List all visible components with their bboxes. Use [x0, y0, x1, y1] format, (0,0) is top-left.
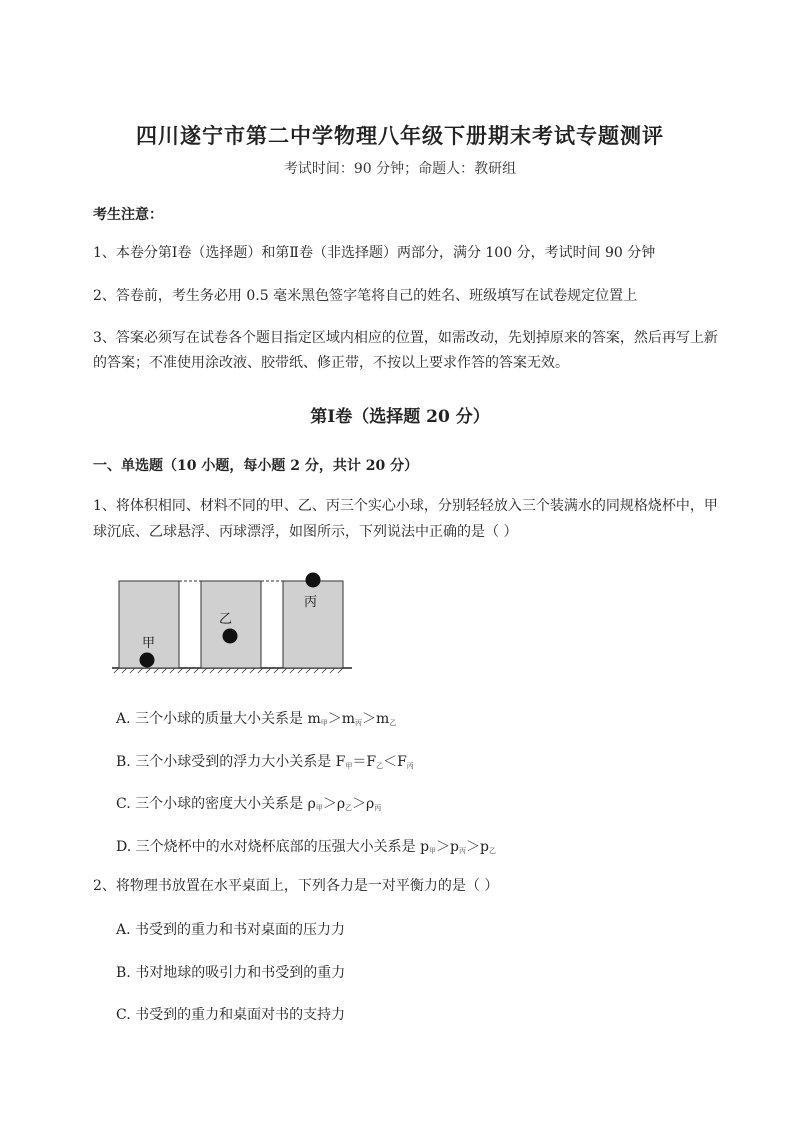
- ball-bing: [306, 573, 321, 588]
- section-title: 第Ⅰ卷（选择题 20 分）: [310, 407, 490, 427]
- q2-option-b: B. 书对地球的吸引力和书受到的重力: [116, 965, 346, 981]
- label-bing: 丙: [304, 595, 318, 610]
- q1-option-d: D. 三个烧杯中的水对烧杯底部的压强大小关系是 $p_甲>p_丙>p_乙$: [116, 839, 496, 855]
- q1-option-d-text: D. 三个烧杯中的水对烧杯底部的压强大小关系是: [116, 839, 421, 855]
- q2-option-c: C. 书受到的重力和桌面对书的支持力: [116, 1007, 346, 1023]
- part-title: 一、单选题（10 小题，每小题 2 分，共计 20 分）: [93, 458, 419, 474]
- q2-option-a: A. 书受到的重力和书对桌面的压力力: [116, 922, 346, 938]
- page-title: 四川遂宁市第二中学物理八年级下册期末考试专题测评: [136, 123, 664, 148]
- question-1-stem-line1: 1、将体积相同、材料不同的甲、乙、丙三个实心小球，分别轻轻放入三个装满水的同规格烧杯中，甲: [93, 498, 718, 514]
- notice-item-2: 2、答卷前，考生务必用 0.5 毫米黑色签字笔将自己的姓名、班级填写在试卷规定位置上: [93, 288, 638, 304]
- ball-jia: [140, 653, 155, 668]
- q1-option-b: B. 三个小球受到的浮力大小关系是 $F_甲=F_乙<F_丙$: [116, 754, 414, 770]
- ball-yi: [223, 629, 238, 644]
- q1-option-c-text: C. 三个小球的密度大小关系是: [116, 796, 308, 812]
- notice-heading: 考生注意：: [93, 207, 163, 223]
- q1-option-b-text: B. 三个小球受到的浮力大小关系是: [116, 754, 336, 770]
- label-jia: 甲: [142, 636, 156, 651]
- question-1-stem-line2: 球沉底、乙球悬浮、丙球漂浮，如图所示，下列说法中正确的是（ ）: [93, 524, 518, 540]
- question-2-stem: 2、将物理书放置在水平桌面上，下列各力是一对平衡力的是（ ）: [93, 878, 499, 894]
- q1-option-c: C. 三个小球的密度大小关系是 $\rho_甲>\rho_乙>\rho_丙$: [116, 796, 382, 812]
- notice-item-3-cont: 的答案；不准使用涂改液、胶带纸、修正带，不按以上要求作答的答案无效。: [93, 355, 569, 371]
- notice-item-3: 3、答案必须写在试卷各个题目指定区域内相应的位置，如需改动，先划掉原来的答案，然后再写上新: [93, 330, 718, 346]
- exam-info: 考试时间：90 分钟；命题人：教研组: [283, 161, 517, 177]
- notice-item-1: 1、本卷分第Ⅰ卷（选择题）和第Ⅱ卷（非选择题）两部分，满分 100 分，考试时间 90 分钟: [93, 245, 656, 261]
- q1-option-a: A. 三个小球的质量大小关系是 $m_甲>m_丙>m_乙$: [116, 711, 397, 727]
- q1-option-a-text: A. 三个小球的质量大小关系是: [116, 711, 308, 727]
- beakers-figure: [112, 570, 352, 680]
- label-yi: 乙: [219, 612, 233, 627]
